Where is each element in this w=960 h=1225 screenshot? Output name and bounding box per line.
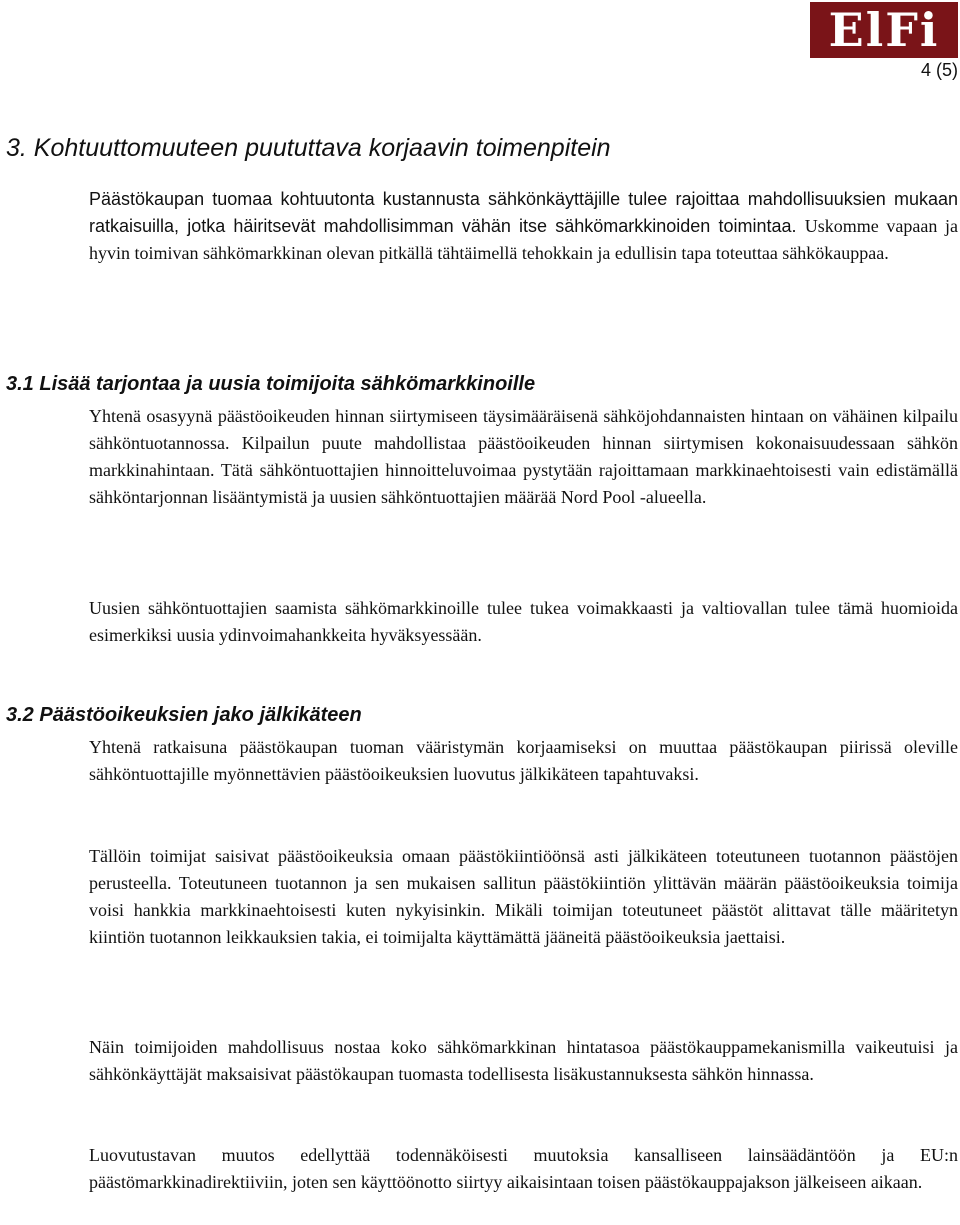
intro-text-sans: Päästökaupan tuomaa kohtuutonta kustannusta sähkönkäyttäjille tulee rajoittaa mahdollisuuksien mukaan ratkaisuilla, jotka häiritsevät mahdollisimman vähän itse sähkömarkkinoiden toimintaa.: [89, 189, 958, 236]
elfi-logo: [810, 2, 958, 58]
section-3-1-paragraph-1: Yhtenä osasyynä päästöoikeuden hinnan siirtymiseen täysimääräisenä sähköjohdannaisten hintaan on vähäinen kilpailu sähköntuotannossa. Kilpailun puute mahdollistaa päästöoikeuden hinnan siirtymisen kokonaisuudessaan sähkön markkinahintaan. Tätä sähköntuottajien hinnoitteluvoimaa pystytään rajoittamaan markkinaehtoisesti vain edistämällä sähköntarjonnan lisääntymistä ja uusien sähköntuottajien määrää Nord Pool -alueella.: [89, 406, 958, 507]
section-3-heading: 3. Kohtuuttomuuteen puututtava korjaavin toimenpitein: [6, 134, 611, 162]
section-3-1-paragraph-2: Uusien sähköntuottajien saamista sähkömarkkinoille tulee tukea voimakkaasti ja valtiovallan tulee tämä huomioida esimerkiksi uusia ydinvoimahankkeita hyväksyessään.: [89, 598, 958, 645]
section-3-2-paragraph-1: Yhtenä ratkaisuna päästökaupan tuoman vääristymän korjaamiseksi on muuttaa päästökaupan piirissä oleville sähköntuottajille myönnettävien päästöoikeuksien luovutus jälkikäteen tapahtuvaksi.: [89, 737, 958, 784]
section-3-2-paragraph-4: Luovutustavan muutos edellyttää todennäköisesti muutoksia kansalliseen lainsäädäntöön ja EU:n päästömarkkinadirektiiviin, joten sen käyttöönotto siirtyy aikaisintaan toisen päästökauppajakson jälkeiseen aikaan.: [89, 1145, 958, 1192]
page-number: 4 (5): [920, 60, 958, 80]
section-3-2-paragraph-2: Tällöin toimijat saisivat päästöoikeuksia omaan päästökiintiöönsä asti jälkikäteen toteutuneen tuotannon päästöjen perusteella. Toteutuneen tuotannon ja sen mukaisen sallitun päästökiintiön ylittävän määrän päästöoikeuksia toimija voisi hankkia markkinaehtoisesti kuten nykyisinkin. Mikäli toimijan toteutuneet päästöt alittavat tälle määritetyn kiintiön tuotannon leikkauksien takia, ei toimijalta käyttämättä jääneitä päästöoikeuksia jaettaisi.: [89, 846, 958, 947]
intro-text-serif: Uskomme vapaan ja hyvin toimivan sähkömarkkinan olevan pitkällä tähtäimellä tehokkain ja edullisin tapa toteuttaa sähkökauppaa.: [89, 216, 958, 263]
section-3-1-heading: 3.1 Lisää tarjontaa ja uusia toimijoita sähkömarkkinoille: [6, 373, 536, 395]
section-3-2-paragraph-3: Näin toimijoiden mahdollisuus nostaa koko sähkömarkkinan hintatasoa päästökauppamekanismilla vaikeutuisi ja sähkönkäyttäjät maksaisivat päästökaupan tuomasta todellisesta lisäkustannuksesta sähkön hinnassa.: [89, 1037, 958, 1084]
section-3-intro-paragraph: [89, 186, 958, 267]
section-3-2-heading: 3.2 Päästöoikeuksien jako jälkikäteen: [6, 704, 362, 726]
logo-text: ElFi: [828, 3, 940, 57]
